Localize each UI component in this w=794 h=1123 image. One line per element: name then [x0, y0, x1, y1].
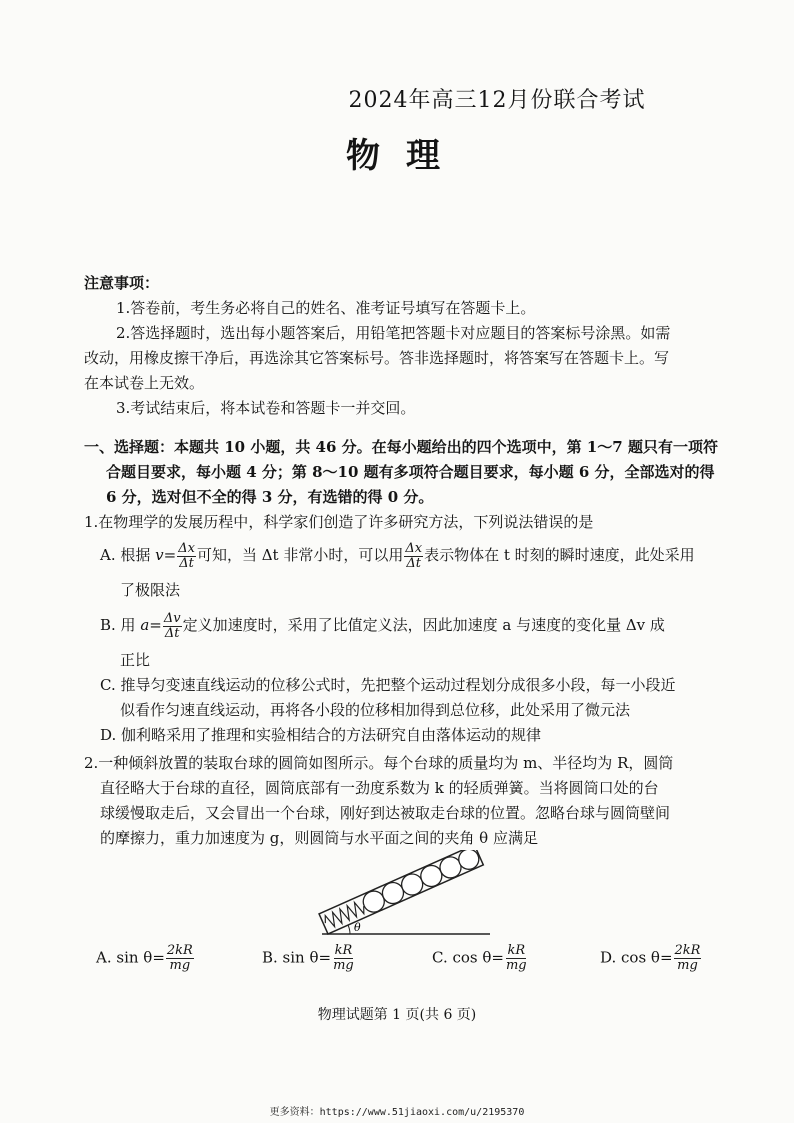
option-b-post: 定义加速度时，采用了比值定义法，因此加速度 a 与速度的变化量 Δv 成: [182, 616, 665, 634]
question-1-option-a: [100, 540, 695, 571]
notes-item-2-line-3: 在本试卷上无效。: [84, 374, 205, 392]
section1-line-2: 合题目要求，每小题 4 分；第 8～10 题有多项符合题目要求，每小题 6 分，全部选对的得: [106, 463, 715, 481]
option-fraction: [332, 944, 355, 973]
fraction-numerator: Δx: [178, 540, 195, 556]
fraction-numerator: 2kR: [674, 943, 701, 958]
question-2-option-b: [262, 944, 356, 973]
question-1-stem: 1.在物理学的发展历程中，科学家们创造了许多研究方法，下列说法错误的是: [84, 513, 594, 531]
watermark-url: 更多资料：https://www.51jiaoxi.com/u/2195370: [269, 1107, 525, 1118]
notes-item-2-line-1: 2.答选择题时，选出每小题答案后，用铅笔把答题卡对应题目的答案标号涂黑。如需: [116, 324, 671, 342]
option-a-post: 表示物体在 t 时刻的瞬时速度，此处采用: [424, 546, 695, 564]
option-a-v: v: [155, 546, 164, 564]
option-fraction: [505, 944, 528, 973]
section1-line-1: 一、选择题：本题共 10 小题，共 46 分。在每小题给出的四个选项中，第 1～7 题只有一项符: [84, 438, 718, 456]
fraction-dx-dt-2: [404, 542, 423, 571]
fraction-numerator: kR: [334, 943, 353, 958]
fraction-denominator: mg: [333, 958, 354, 973]
fraction-numerator: 2kR: [166, 943, 193, 958]
question-1-option-d: D. 伽利略采用了推理和实验相结合的方法研究自由落体运动的规律: [100, 726, 542, 744]
question-2-line-1: 2.一种倾斜放置的装取台球的圆筒如图所示。每个台球的质量均为 m、半径均为 R，圆筒: [84, 754, 674, 772]
question-1-option-c-line-2: 似看作匀速直线运动，再将各小段的位移相加得到总位移，此处采用了微元法: [120, 701, 631, 719]
question-2-line-3: 球缓慢取走后，又会冒出一个台球，刚好到达被取走台球的位置。忽略台球与圆筒壁间: [100, 804, 671, 822]
exam-title: 2024年高三12月份联合考试: [348, 88, 646, 113]
fraction-dx-dt: [177, 542, 196, 571]
page-footer: 物理试题第 1 页(共 6 页): [317, 1007, 477, 1023]
question-1-option-b-line-2: 正比: [120, 651, 151, 669]
notes-item-1: 1.答卷前，考生务必将自己的姓名、准考证号填写在答题卡上。: [116, 299, 536, 317]
notes-item-3: 3.考试结束后，将本试卷和答题卡一并交回。: [116, 399, 416, 417]
question-1-option-a-line-2: 了极限法: [120, 581, 181, 599]
notes-heading: 注意事项：: [84, 274, 160, 292]
option-a-prefix: A. 根据: [100, 546, 156, 564]
option-a-middle: 可知，当 Δt 非常小时，可以用: [196, 546, 404, 564]
question-2-option-c: [432, 944, 529, 973]
option-b-a: a: [140, 616, 150, 634]
angle-theta-label: θ: [354, 921, 361, 934]
fraction-denominator: Δt: [179, 555, 194, 571]
question-2-option-d: [600, 944, 702, 973]
inclined-tube-figure: [318, 850, 498, 940]
fraction-numerator: kR: [507, 943, 526, 958]
option-b-prefix: B. 用: [100, 616, 141, 634]
subject-title: 物理: [346, 136, 466, 176]
tilted-tube: [319, 850, 483, 934]
question-2-option-a: [96, 944, 195, 973]
fraction-numerator: Δv: [163, 610, 181, 626]
question-2-line-2: 直径略大于台球的直径，圆筒底部有一劲度系数为 k 的轻质弹簧。当将圆筒口处的台: [100, 779, 659, 797]
notes-item-2-line-2: 改动，用橡皮擦干净后，再选涂其它答案标号。答非选择题时，将答案写在答题卡上。写: [84, 349, 670, 367]
fraction-numerator: Δx: [405, 540, 423, 556]
fraction-denominator: mg: [505, 958, 527, 973]
option-a-equals: =: [163, 546, 177, 564]
fraction-denominator: mg: [169, 958, 191, 973]
option-label: B. sin θ=: [262, 948, 332, 967]
question-1-option-c-line-1: C. 推导匀变速直线运动的位移公式时，先把整个运动过程划分成很多小段，每一小段近: [100, 676, 676, 694]
fraction-denominator: Δt: [164, 625, 180, 641]
question-1-option-b: [100, 610, 665, 641]
section1-line-3: 6 分，选对但不全的得 3 分，有选错的得 0 分。: [106, 488, 434, 506]
fraction-denominator: Δt: [406, 555, 422, 571]
option-label: A. sin θ=: [96, 948, 165, 967]
angle-arc: [348, 925, 350, 934]
fraction-denominator: mg: [677, 958, 698, 973]
option-label: C. cos θ=: [432, 948, 504, 967]
option-fraction: [674, 944, 702, 973]
question-2-line-4: 的摩擦力，重力加速度为 g，则圆筒与水平面之间的夹角 θ 应满足: [100, 829, 538, 847]
option-b-equals: =: [149, 616, 162, 634]
option-fraction: [166, 944, 194, 973]
fraction-dv-dt: [163, 612, 182, 641]
option-label: D. cos θ=: [600, 948, 673, 967]
